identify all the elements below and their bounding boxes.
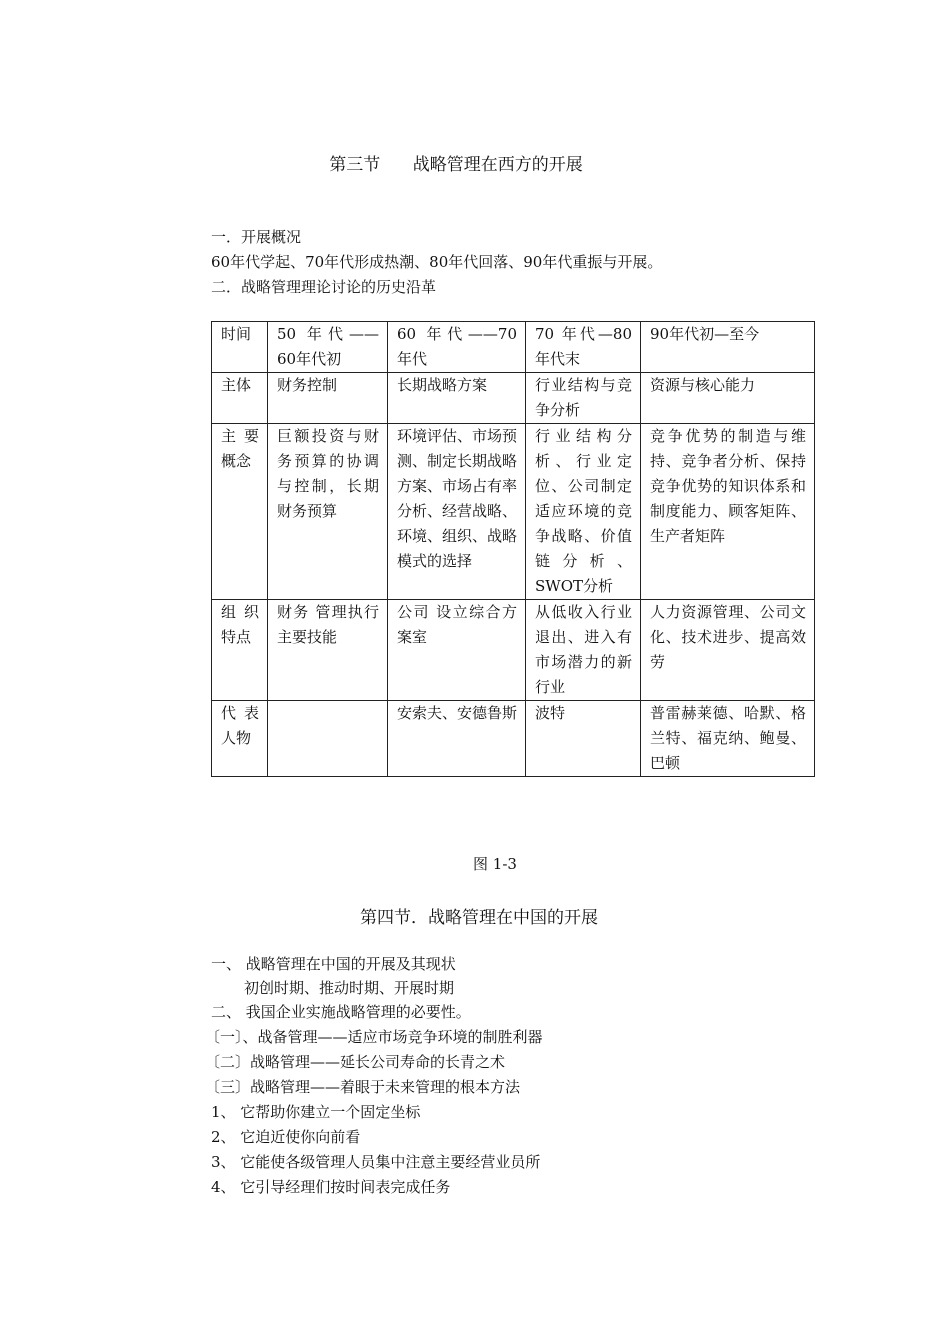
table-cell: 财务控制 (268, 373, 388, 424)
table-cell: 60 年代——70 年代 (388, 322, 526, 373)
table-cell: 普雷赫莱德、哈默、格兰特、福克纳、鲍曼、巴顿 (641, 701, 815, 777)
table-cell: 竞争优势的制造与维持、竞争者分析、保持竞争优势的知识体系和制度能力、顾客矩阵、生产者矩阵 (641, 424, 815, 600)
table-cell: 行业结构与竞争分析 (526, 373, 641, 424)
table-cell: 波特 (526, 701, 641, 777)
table-cell: 长期战略方案 (388, 373, 526, 424)
list-item: 初创时期、推动时期、开展时期 (244, 979, 455, 997)
table-cell: 安索夫、安德鲁斯 (388, 701, 526, 777)
table-row (212, 424, 815, 600)
table-row (212, 373, 815, 424)
table-cell: 主体 (212, 373, 268, 424)
section-heading-history: 二．战略管理理论讨论的历史沿革 (211, 278, 437, 296)
history-table (211, 321, 815, 777)
table-cell: 50 年代——60年代初 (268, 322, 388, 373)
section-title: 第三节 战略管理在西方的开展 (329, 155, 583, 175)
table-row (212, 322, 815, 373)
table-cell: 公司 设立综合方案室 (388, 600, 526, 701)
table-row (212, 701, 815, 777)
list-item: 1、 它帮助你建立一个固定坐标 (211, 1103, 421, 1121)
table-row (212, 600, 815, 701)
table-cell: 资源与核心能力 (641, 373, 815, 424)
overview-text: 60年代学起、70年代形成热潮、80年代回落、90年代重振与开展。 (211, 253, 663, 271)
figure-caption: 图 1-3 (473, 855, 517, 873)
table-cell: 人力资源管理、公司文化、技术进步、提高效劳 (641, 600, 815, 701)
table-cell: 时间 (212, 322, 268, 373)
list-item: 二、 我国企业实施战略管理的必要性。 (211, 1003, 471, 1021)
table-cell: 组 织特点 (212, 600, 268, 701)
table-cell: 巨额投资与财务预算的协调与控制，长期财务预算 (268, 424, 388, 600)
table-cell: 90年代初—至今 (641, 322, 815, 373)
list-item: 4、 它引导经理们按时间表完成任务 (211, 1178, 451, 1196)
table-cell: 主 要概念 (212, 424, 268, 600)
list-item: 2、 它迫近使你向前看 (211, 1128, 361, 1146)
section-heading-overview: 一．开展概况 (211, 228, 302, 246)
table-cell: 行业结构分析、行业定位、公司制定适应环境的竞争战略、价值链分析、SWOT分析 (526, 424, 641, 600)
table-cell: 从低收入行业退出、进入有市场潜力的新行业 (526, 600, 641, 701)
table-cell: 财务 管理执行主要技能 (268, 600, 388, 701)
list-item: 一、 战略管理在中国的开展及其现状 (211, 955, 456, 973)
list-item: 3、 它能使各级管理人员集中注意主要经营业员所 (211, 1153, 541, 1171)
table-cell: 环境评估、市场预测、制定长期战略方案、市场占有率分析、经营战略、环境、组织、战略模式的选择 (388, 424, 526, 600)
table-cell: 代 表人物 (212, 701, 268, 777)
list-item: 〔三〕战略管理——着眼于未来管理的根本方法 (205, 1078, 521, 1096)
section-title-china: 第四节．战略管理在中国的开展 (360, 908, 598, 928)
table-cell (268, 701, 388, 777)
list-item: 〔二〕战略管理——延长公司寿命的长青之术 (205, 1053, 506, 1071)
list-item: 〔一〕、战备管理——适应市场竞争环境的制胜利器 (205, 1028, 543, 1046)
table-cell: 70 年代—80 年代末 (526, 322, 641, 373)
